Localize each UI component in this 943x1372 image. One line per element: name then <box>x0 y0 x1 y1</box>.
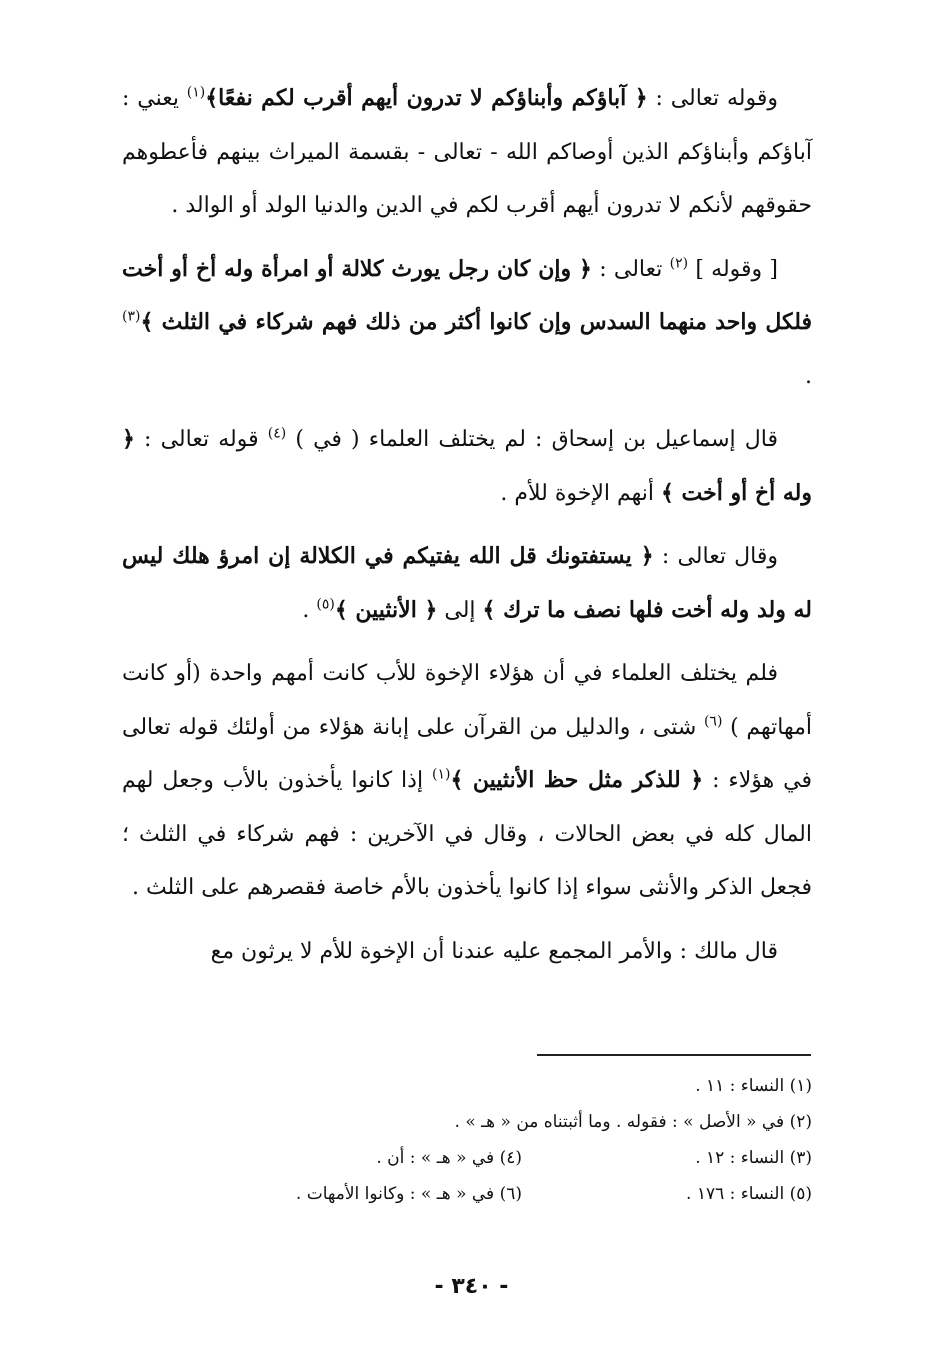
paragraph-3 <box>122 413 812 520</box>
footnote-ref: (١) <box>431 766 451 783</box>
text: إذا كانوا يأخذون بالأب وجعل لهم المال كله في بعض الحالات ، وقال في الآخرين : فهم شركاء في الثلث ؛ فجعل الذكر والأنثى سواء إذا كانوا يأخذون بالأم خاصة فقصرهم على الثلث . <box>122 768 812 900</box>
text: وقوله تعالى : <box>647 86 778 111</box>
quran-quote: ﴿ وإن كان رجل يورث كلالة أو امرأة وله أخ أو أخت فلكل واحد منهما السدس وإن كانوا أكثر من ذلك فهم شركاء في الثلث ﴾ <box>122 255 812 335</box>
footnote-5: (٥) النساء : ١٧٦ . <box>686 1184 812 1204</box>
text: [ وقوله ] <box>688 256 778 282</box>
page-body <box>122 72 812 988</box>
quran-quote: ﴿ آباؤكم وأبناؤكم لا تدرون أيهم أقرب لكم نفعًا﴾ <box>205 85 648 111</box>
quran-quote: ﴿ الأنثيين ﴾ <box>334 596 438 623</box>
footnote-ref: (١) <box>186 84 206 101</box>
text: . <box>805 363 812 389</box>
footnote-ref: (٣) <box>122 308 141 325</box>
footnote-ref: (٦) <box>703 713 723 730</box>
paragraph-2 <box>122 243 812 404</box>
text: أنهم الإخوة للأم . <box>500 480 661 506</box>
paragraph-6: قال مالك : والأمر المجمع عليه عندنا أن الإخوة للأم لا يرثون مع <box>210 938 778 964</box>
text: فلم يختلف العلماء في أن هؤلاء الإخوة للأب كانت أمهم واحدة (أو كانت أمهاتهم ) <box>122 661 812 740</box>
text: وقال تعالى : <box>653 544 778 569</box>
quran-quote: ﴿ يستفتونك قل الله يفتيكم في الكلالة إن امرؤ هلك ليس له ولد وله أخت فلها نصف ما ترك ﴾ <box>122 543 812 623</box>
footnote-ref: (٢) <box>669 255 689 272</box>
text: شتى ، والدليل من القرآن على إبانة هؤلاء من أولئك قوله تعالى في هؤلاء : <box>122 714 812 793</box>
footnotes <box>122 1068 812 1212</box>
footnote-ref: (٥) <box>316 596 335 613</box>
footnote-1: (١) النساء : ١١ . <box>695 1076 812 1096</box>
footnote-divider <box>537 1054 811 1056</box>
page-number: - ٣٤٠ - <box>434 1274 509 1299</box>
footnote-row <box>122 1140 812 1176</box>
quran-quote: ﴿ وله أخ أو أخت ﴾ <box>122 426 812 506</box>
text: قوله تعالى : <box>134 427 268 452</box>
footnote-row <box>122 1176 812 1212</box>
footnote-4: (٤) في « هـ » : أن . <box>376 1148 522 1168</box>
footnote-3: (٣) النساء : ١٢ . <box>695 1148 812 1168</box>
footnote-2: (٢) في « الأصل » : فقوله . وما أثبتناه من « هـ » . <box>454 1112 812 1132</box>
quran-quote: ﴿ للذكر مثل حظ الأنثيين ﴾ <box>450 767 704 793</box>
text: تعالى : <box>591 256 670 282</box>
text: إلى <box>437 597 483 623</box>
paragraph-4 <box>122 530 812 637</box>
text: قال إسماعيل بن إسحاق : لم يختلف العلماء ( في ) <box>286 427 779 452</box>
text: يعني : آباؤكم وأبناؤكم الذين أوصاكم الله - تعالى - بقسمة الميراث بينهم فأعطوهم حقوقهم لأنكم لا تدرون أيهم أقرب لكم في الدين والدنيا الولد أو الوالد . <box>122 86 812 218</box>
text: . <box>302 597 317 623</box>
footnote-6: (٦) في « هـ » : وكانوا الأمهات . <box>295 1184 522 1204</box>
paragraph-1 <box>122 72 812 233</box>
footnote-ref: (٤) <box>267 425 287 442</box>
paragraph-5 <box>122 647 812 915</box>
